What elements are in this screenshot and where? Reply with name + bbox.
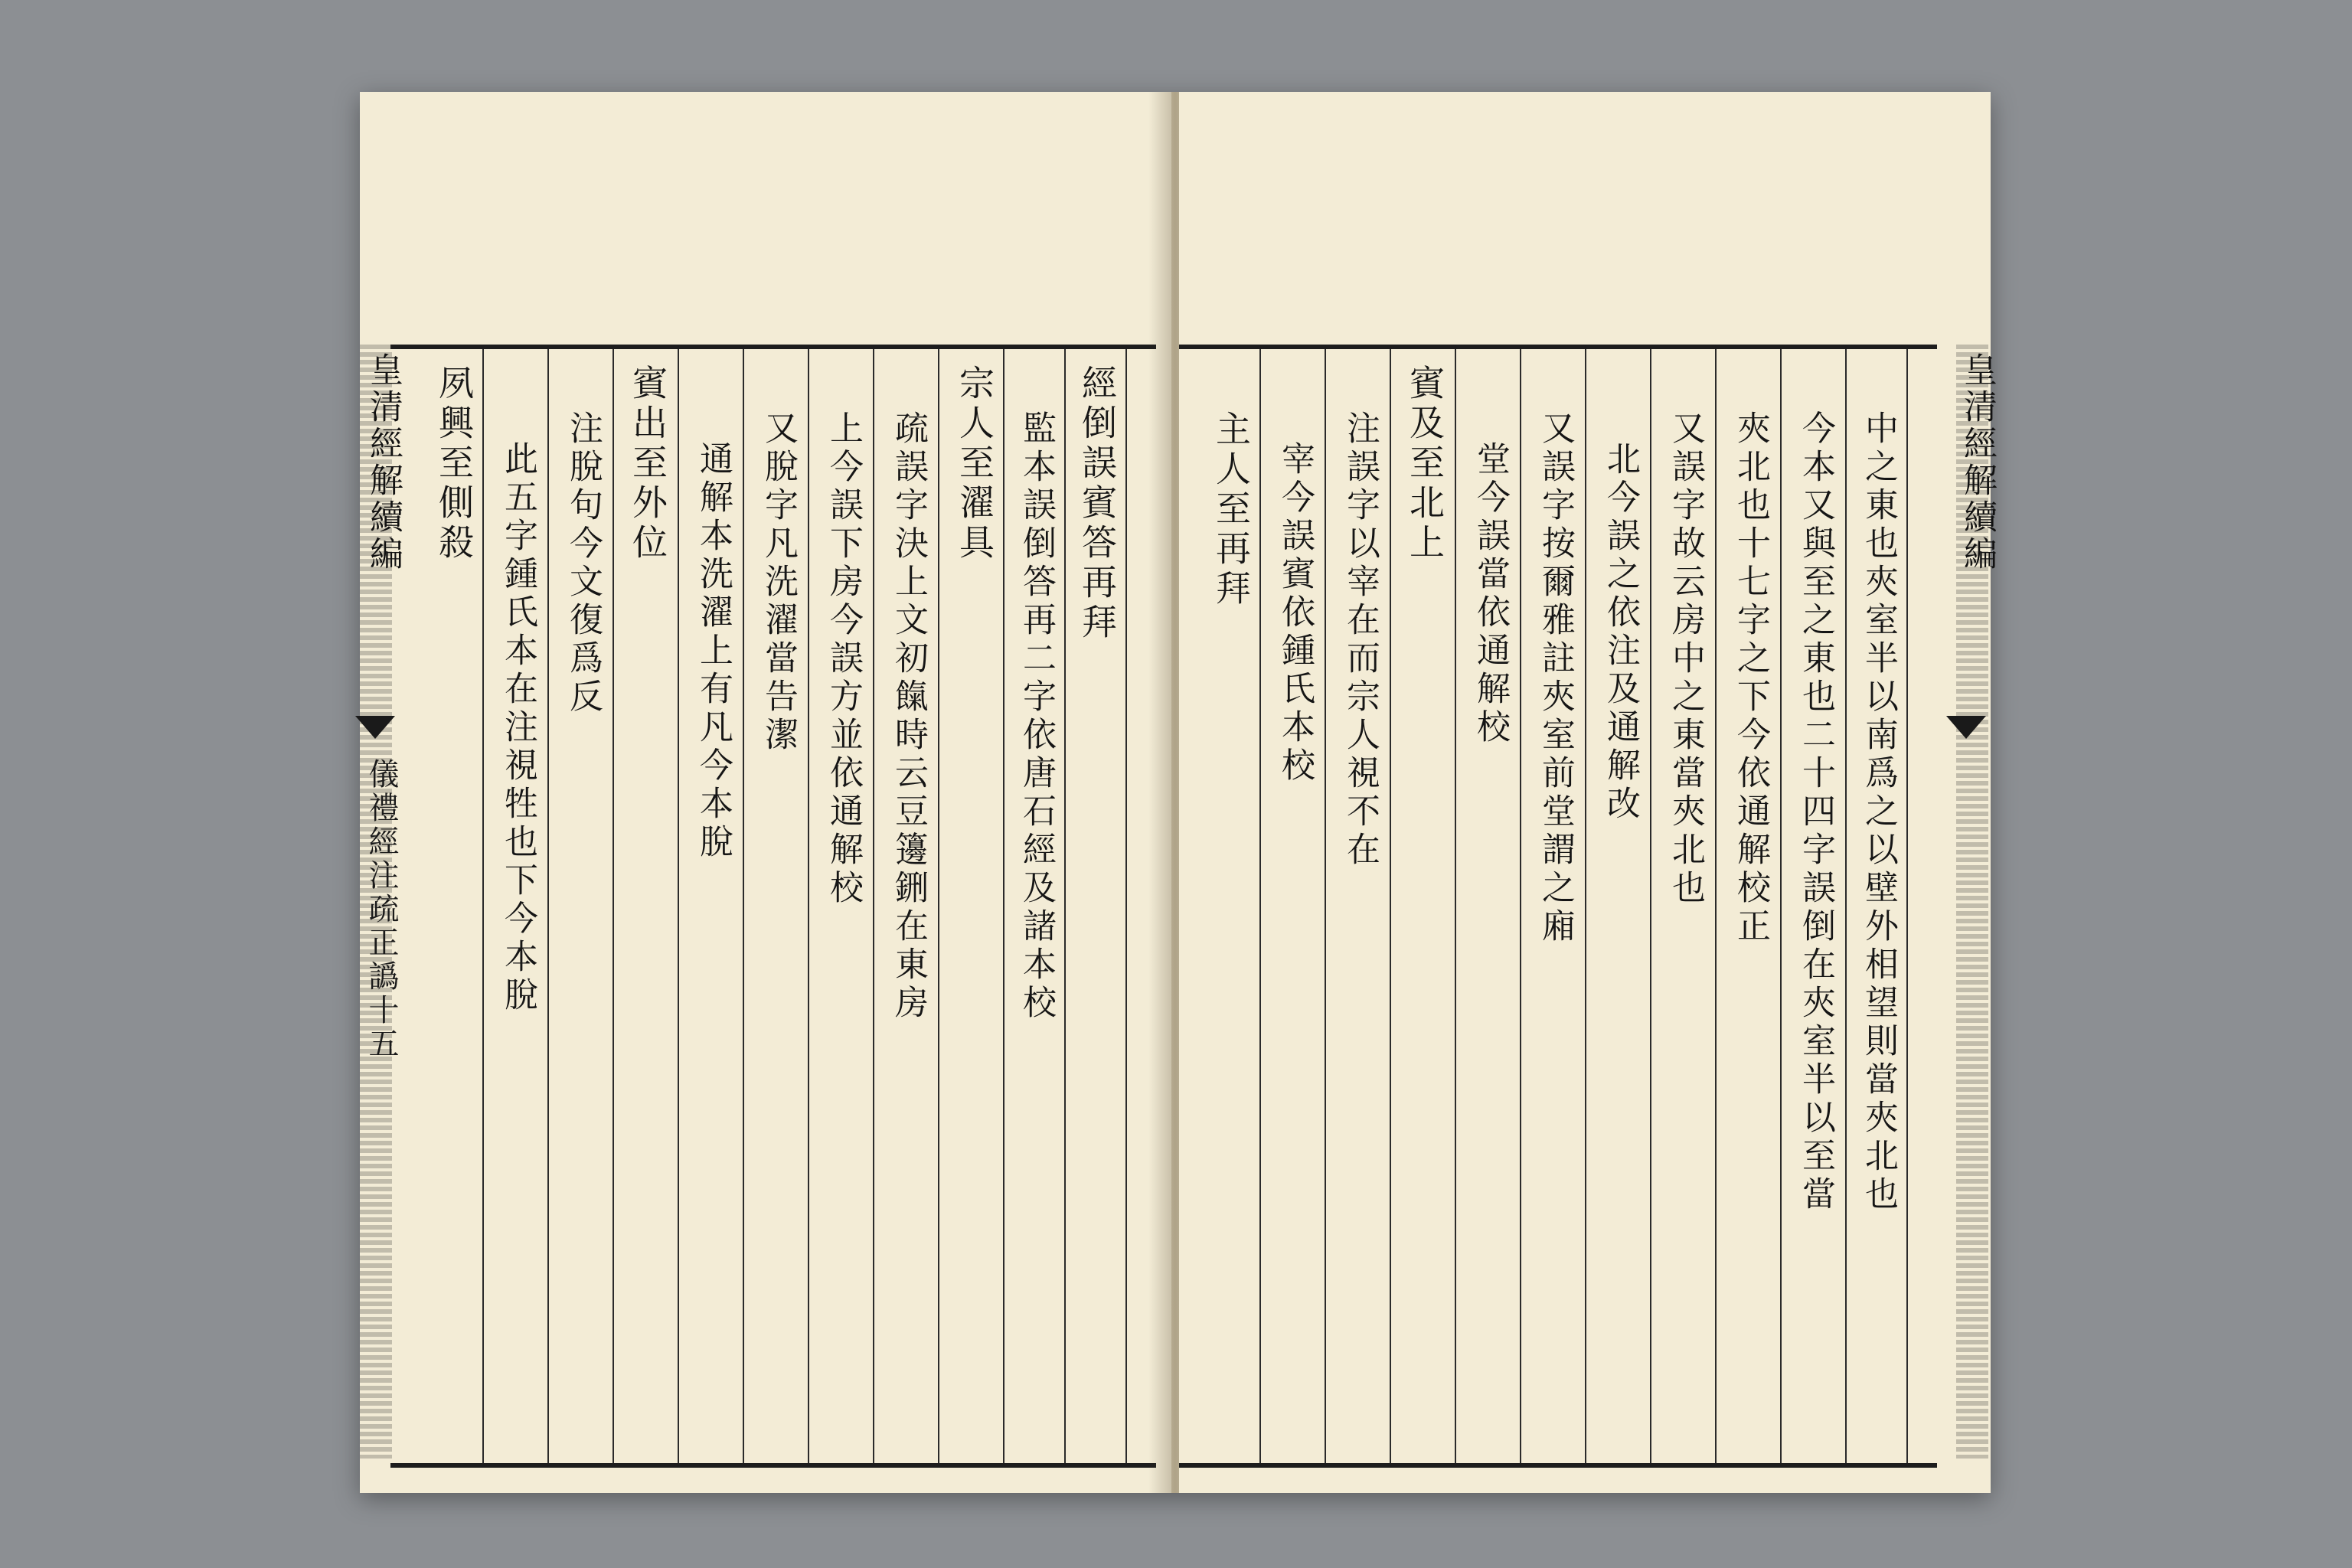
left-column-5: 上今誤下房今誤方並依通解校 [824,410,863,908]
left-column-3: 宗人至濯具 [954,364,995,564]
right-column-10: 宰今誤賓依鍾氏本校 [1276,441,1315,786]
right-column-3: 夾北也十七字之下今依通解校正 [1731,410,1770,946]
right-column-4: 又誤字故云房中之東當夾北也 [1666,410,1705,908]
right-column-1: 中之東也夾室半以南爲之以壁外相望則當夾北也 [1859,410,1898,1214]
right-column-9: 注誤字以宰在而宗人視不在 [1341,410,1380,870]
right-column-2: 今本又與至之東也二十四字誤倒在夾室半以至當 [1796,410,1835,1214]
right-fish-tail-mark [1946,716,1986,739]
right-text-frame [1179,345,1937,1468]
open-book [360,92,1997,1493]
left-column-6: 又脫字凡洗濯當告潔 [759,410,798,755]
left-text-frame [390,345,1156,1468]
left-page [360,92,1171,1493]
right-page [1179,92,1997,1493]
left-fish-tail-mark [355,716,395,739]
left-column-9: 注脫句今文復爲反 [564,410,603,717]
right-column-8: 賓及至北上 [1404,364,1446,564]
right-column-7: 堂今誤當依通解校 [1471,441,1510,747]
left-column-2: 監本誤倒答再二字依唐石經及諸本校 [1017,410,1056,1023]
left-banxin-title: 皇清經解續編 [364,352,403,573]
right-column-6: 又誤字按爾雅註夾室前堂謂之廂 [1536,410,1575,946]
right-column-11: 主人至再拜 [1210,410,1252,609]
left-column-1: 經倒誤賓答再拜 [1076,364,1118,643]
right-column-5: 北今誤之依注及通解改 [1601,441,1640,824]
left-column-8: 賓出至外位 [627,364,668,564]
right-banxin-title: 皇清經解續編 [1958,352,1997,573]
left-column-7: 通解本洗濯上有凡今本脫 [694,441,733,862]
left-column-10: 此五字鍾氏本在注視牲也下今本脫 [498,441,537,1015]
left-column-11: 夙興至側殺 [433,364,475,564]
left-column-4: 疏誤字決上文初餼時云豆籩鉶在東房 [889,410,928,1023]
left-banxin-subtitle: 儀禮經注疏正譌十五 [364,758,399,1061]
